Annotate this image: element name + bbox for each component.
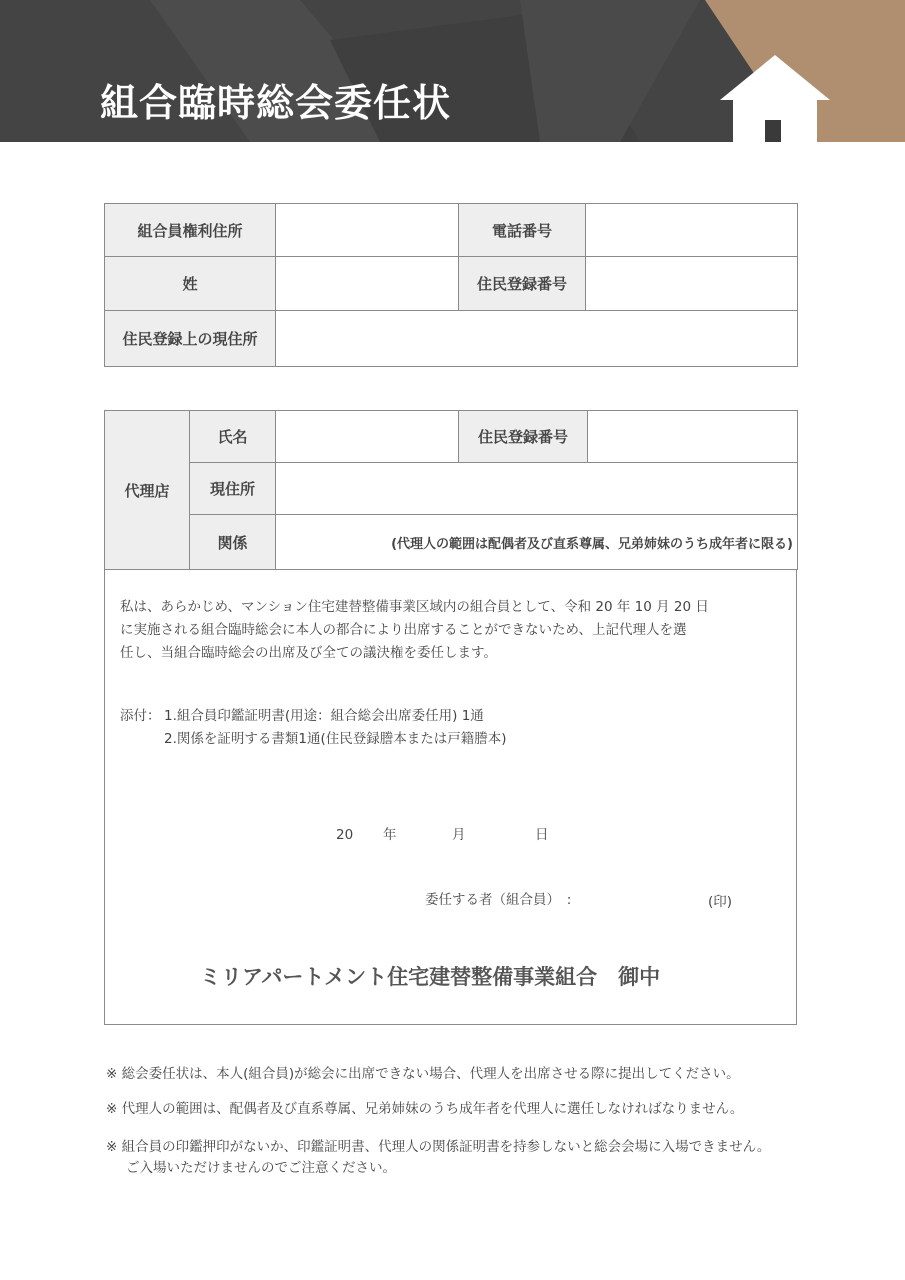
address-field[interactable] xyxy=(276,204,459,257)
attachment-item: 2.関係を証明する書類1通(住民登録謄本または戸籍謄本) xyxy=(164,731,507,747)
note-mark: ※ xyxy=(106,1066,118,1082)
surname-label: 姓 xyxy=(105,257,276,311)
note-text: 組合員の印鑑押印がないか、印鑑証明書、代理人の関係証明書を持参しないと総会会場に入場できません。 xyxy=(121,1139,771,1155)
date-month: 月 xyxy=(452,827,466,843)
date-day: 日 xyxy=(535,827,549,843)
page-title: 組合臨時総会委任状 xyxy=(100,81,452,125)
current-address-label: 住民登録上の現住所 xyxy=(105,311,276,367)
relation-note[interactable]: (代理人の範囲は配偶者及び直系尊属、兄弟姉妹のうち成年者に限る) xyxy=(276,515,798,570)
note-3 xyxy=(106,1137,770,1179)
note-text: 総会委任状は、本人(組合員)が総会に出席できない場合、代理人を出席させる際に提出してください。 xyxy=(121,1066,740,1082)
attachments-label: 添付： xyxy=(120,708,161,724)
date-year-prefix: 20 xyxy=(336,827,354,843)
note-1 xyxy=(106,1064,740,1085)
address-label: 組合員権利住所 xyxy=(105,204,276,257)
agent-info-table xyxy=(104,410,798,570)
surname-field[interactable] xyxy=(276,257,459,311)
seal-mark: (印) xyxy=(708,894,733,910)
note-text: 代理人の範囲は、配偶者及び直系尊属、兄弟姉妹のうち成年者を代理人に選任しなければなりません。 xyxy=(121,1101,744,1117)
member-info-table xyxy=(104,203,798,367)
agent-resident-no-label: 住民登録番号 xyxy=(459,411,588,463)
resident-no-field[interactable] xyxy=(586,257,798,311)
note-text-continued: ご入場いただけませんのでご注意ください。 xyxy=(126,1160,396,1176)
attachments-list xyxy=(164,705,507,751)
agent-resident-no-field[interactable] xyxy=(588,411,798,463)
agent-label: 代理店 xyxy=(105,411,190,570)
delegator-label: 委任する者（組合員） : xyxy=(425,892,572,908)
note-mark: ※ xyxy=(106,1101,118,1117)
phone-label: 電話番号 xyxy=(459,204,586,257)
statement-line: 私は、あらかじめ、マンション住宅建替整備事業区域内の組合員として、令和 20 年 10 月 20 日 xyxy=(120,599,709,615)
agent-address-label: 現住所 xyxy=(190,463,276,515)
statement-line: 任し、当組合臨時総会の出席及び全ての議決権を委任します。 xyxy=(120,645,497,661)
date-year: 年 xyxy=(383,827,397,843)
note-mark: ※ xyxy=(106,1139,118,1155)
agent-name-label: 氏名 xyxy=(190,411,276,463)
statement-text xyxy=(120,596,709,665)
agent-name-field[interactable] xyxy=(276,411,459,463)
relation-label: 関係 xyxy=(190,515,276,570)
current-address-field[interactable] xyxy=(276,311,798,367)
statement-line: に実施される組合臨時総会に本人の都合により出席することができないため、上記代理人を選 xyxy=(120,622,687,638)
phone-field[interactable] xyxy=(586,204,798,257)
header-banner xyxy=(0,0,905,142)
note-2 xyxy=(106,1099,743,1120)
attachment-item: 1.組合員印鑑証明書(用途：組合総会出席委任用) 1通 xyxy=(164,708,484,724)
resident-no-label: 住民登録番号 xyxy=(459,257,586,311)
addressee: ミリアパートメント住宅建替整備事業組合 御中 xyxy=(200,965,661,989)
agent-address-field[interactable] xyxy=(276,463,798,515)
